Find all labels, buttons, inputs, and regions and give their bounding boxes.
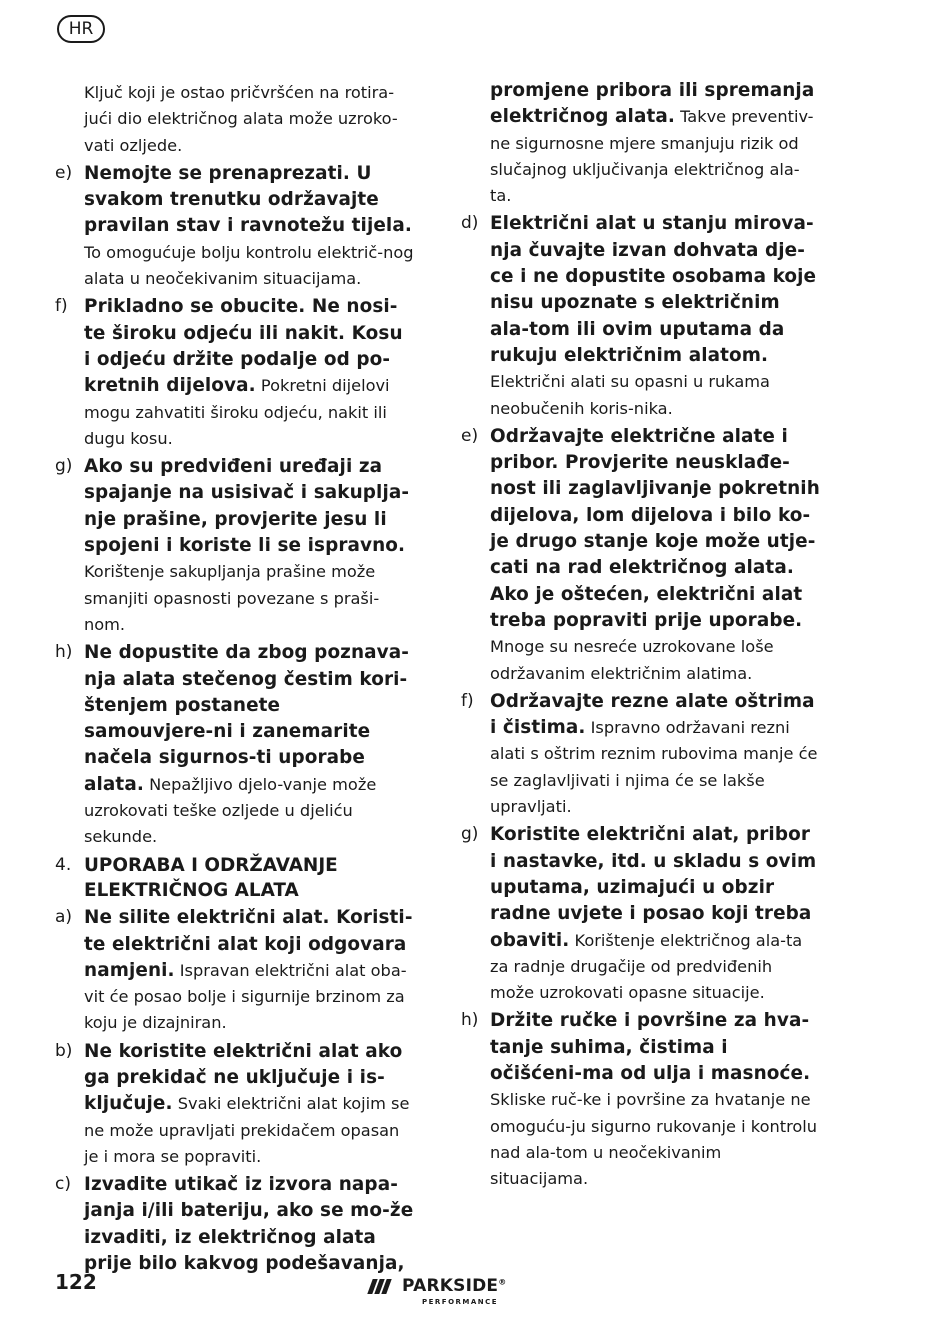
logo-slashes-icon	[370, 1279, 389, 1294]
list-marker: f)	[55, 296, 68, 317]
list-item	[461, 1008, 821, 1192]
section-heading	[55, 853, 415, 904]
list-item	[55, 905, 415, 1036]
item-text: Mnoge su nesreće uzrokovane loše održavanim električnim alatima.	[490, 637, 774, 683]
item-text: Korištenje električnog ala-ta za radnje drugačije od predviđenih može uzrokovati opasne situacije.	[490, 930, 803, 1003]
item-text: Korištenje sakupljanja prašine može smanjiti opasnosti povezane s praši-nom.	[84, 562, 380, 634]
continuation-bold-text: promjene pribora ili spremanja električnog alata.	[490, 80, 815, 128]
item-text: Svaki električni alat kojim se ne može upravljati prekidačem opasan je i mora se popraviti.	[84, 1094, 410, 1166]
list-marker: a)	[55, 907, 73, 928]
list-marker: d)	[461, 213, 479, 234]
list-marker: h)	[461, 1010, 479, 1031]
list-marker: g)	[55, 456, 73, 477]
list-marker: e)	[55, 162, 73, 183]
item-text: Električni alati su opasni u rukama neobučenih koris-nika.	[490, 372, 770, 418]
continuation-paragraph	[461, 78, 821, 209]
language-badge: HR	[57, 15, 105, 43]
continuation-text: Ključ koji je ostao pričvršćen na rotira-jući dio električnog alata može uzroko-vati ozljede.	[84, 83, 398, 155]
item-text: To omogućuje bolju kontrolu električ-nog alata u neočekivanim situacijama.	[84, 242, 414, 289]
item-bold-text: Ne dopustite da zbog poznava-nja alata stečenog čestim kori-štenjem postanete samouvjere-ni i zanemarite načela sigurnos-ti uporabe alata.	[84, 642, 410, 795]
list-marker: e)	[461, 425, 479, 446]
list-item	[461, 211, 821, 421]
item-text: Skliske ruč-ke i površine za hvatanje ne omoguću-ju sigurno rukovanje i kontrolu nad ala-tom u neočekivanim situacijama.	[490, 1090, 818, 1189]
continuation-paragraph	[55, 80, 415, 159]
item-text: Ispravan električni alat oba-vit će posao bolje i sigurnije brzinom za koju je dizajniran.	[84, 960, 407, 1033]
list-item	[461, 689, 821, 820]
list-marker: f)	[461, 690, 474, 711]
list-item	[461, 424, 821, 687]
item-text: Nepažljivo djelo-vanje može uzrokovati teške ozljede u djeliću sekunde.	[84, 774, 377, 847]
list-marker: c)	[55, 1174, 71, 1195]
list-item	[55, 454, 415, 638]
item-bold-text: Izvadite utikač iz izvora napa-janja i/ili bateriju, ako se mo-že izvaditi, iz električnog alata prije bilo kakvog podešavanja,	[84, 1174, 414, 1275]
item-text: Ispravno održavani rezni alati s oštrim reznim rubovima manje će se zaglavljivati i njima će se lakše upravljati.	[490, 718, 818, 817]
item-bold-text: Prikladno se obucite. Ne nosi-te široku odjeću ili nakit. Kosu i odjeću držite podalje od po-kretnih dijelova.	[84, 296, 403, 397]
item-bold-text: Električni alat u stanju mirova-nja čuvajte izvan dohvata dje-ce i ne dopustite osobama koje nisu upoznate s električnim ala-tom ili ovim uputama da rukuju električnim alatom.	[490, 213, 817, 366]
section-number: 4.	[55, 854, 72, 875]
page-number: 122	[55, 1270, 97, 1294]
list-marker: g)	[461, 824, 479, 845]
item-bold-text: Održavajte rezne alate oštrima i čistima.	[490, 690, 815, 739]
item-text: Pokretni dijelovi mogu zahvatiti široku odjeću, nakit ili dugu kosu.	[84, 376, 390, 448]
list-item	[55, 1039, 415, 1170]
list-item	[461, 822, 821, 1006]
item-bold-text: Ne koristite električni alat ako ga prekidač ne uključuje i is-ključuje.	[84, 1040, 403, 1115]
list-item	[55, 1172, 415, 1277]
item-bold-text: Držite ručke i površine za hva-tanje suhima, čistima i očišćeni-ma od ulja i masnoće.	[490, 1010, 811, 1084]
list-marker: h)	[55, 642, 73, 663]
list-marker: b)	[55, 1040, 73, 1061]
brand-logo	[370, 1276, 518, 1312]
logo-wordmark: PARKSIDE®	[402, 1276, 507, 1296]
section-title: UPORABA I ODRŽAVANJE ELEKTRIČNOG ALATA	[84, 854, 338, 901]
logo-subline: PERFORMANCE	[422, 1298, 499, 1306]
left-column	[55, 80, 415, 1279]
list-item	[55, 640, 415, 850]
item-bold-text: Koristite električni alat, pribor i nastavke, itd. u skladu s ovim uputama, uzimajući u obzir radne uvjete i posao koji treba obaviti.	[490, 824, 817, 951]
right-column	[461, 78, 821, 1194]
item-bold-text: Održavajte električne alate i pribor. Provjerite neusklađe-nost ili zaglavljivanje pokretnih dijelova, lom dijelova i bilo ko-je drugo stanje koje može utje-cati na rad električnog alata. Ako je oštećen, električni alat treba popraviti prije uporabe.	[490, 425, 820, 631]
list-item	[55, 294, 415, 452]
continuation-text: Takve preventiv-ne sigurnosne mjere smanjuju rizik od slučajnog uključivanja električnog ala-ta.	[490, 107, 814, 206]
list-item	[55, 161, 415, 292]
item-bold-text: Ne silite električni alat. Koristi-te električni alat koji odgovara namjeni.	[84, 907, 413, 981]
item-bold-text: Nemojte se prenaprezati. U svakom trenutku održavajte pravilan stav i ravnotežu tijela.	[84, 162, 412, 237]
item-bold-text: Ako su predviđeni uređaji za spajanje na usisivač i sakuplja-nje prašine, provjerite jesu li spojeni i koriste li se ispravno.	[84, 456, 410, 557]
